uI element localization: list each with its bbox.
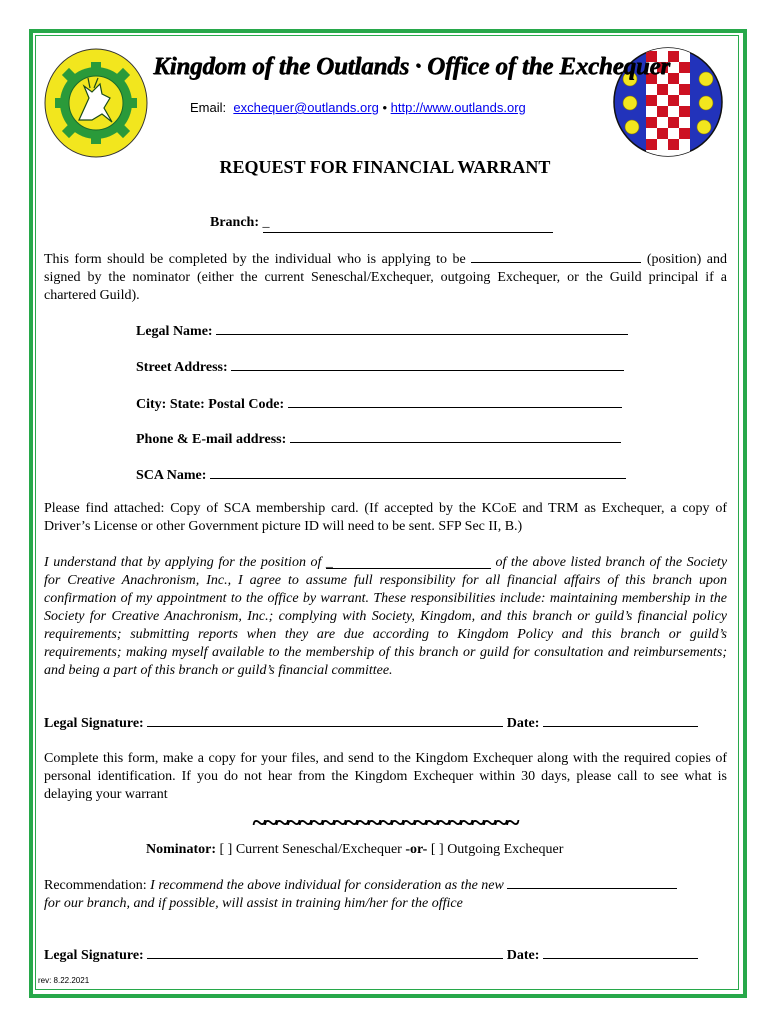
city-state-row xyxy=(136,395,622,413)
understanding-before: I understand that by applying for the position of xyxy=(44,555,322,570)
email-link[interactable]: exchequer@outlands.org xyxy=(233,100,379,115)
signature-field-2[interactable] xyxy=(147,946,503,959)
page-title: Kingdom of the Outlands · Office of the Exchequer xyxy=(153,53,670,80)
separator-dot: • xyxy=(382,100,388,115)
date-label-2: Date: xyxy=(506,948,540,963)
street-address-row xyxy=(136,358,624,376)
position-applied-field[interactable] xyxy=(326,554,491,569)
signature-label-2: Legal Signature: xyxy=(44,948,144,963)
revision-note: rev: 8.22.2021 xyxy=(38,976,90,985)
date-field-2[interactable] xyxy=(543,946,698,959)
legal-name-row xyxy=(136,322,628,340)
branch-label: Branch: xyxy=(210,215,259,230)
email-label: Email: xyxy=(190,100,227,115)
signature-field-1[interactable] xyxy=(147,714,503,727)
branch-value: _ xyxy=(262,215,270,230)
street-address-field[interactable] xyxy=(231,358,624,371)
recommendation-text: I recommend the above individual for consideration as the new xyxy=(150,878,504,893)
position-applied-value: _ xyxy=(325,555,333,570)
city-state-label: City: State: Postal Code: xyxy=(136,397,285,412)
recommendation-paragraph xyxy=(44,876,727,913)
city-state-field[interactable] xyxy=(288,395,622,408)
complete-paragraph: Complete this form, make a copy for your files, and send to the Kingdom Exchequer along with the required copies of personal identification. If you do not hear from the Kingdom Exchequer within 30 days, please call to see what is delaying your warrant xyxy=(44,751,727,802)
intro-position-label: (position) xyxy=(646,252,702,267)
intro-paragraph xyxy=(44,250,727,305)
branch-row xyxy=(210,213,553,233)
legal-name-field[interactable] xyxy=(216,322,628,335)
street-address-label: Street Address: xyxy=(136,360,228,375)
understanding-paragraph xyxy=(44,554,727,680)
date-field-1[interactable] xyxy=(543,714,698,727)
sca-name-field[interactable] xyxy=(210,466,626,479)
signature-row-2 xyxy=(44,946,698,965)
form-title: REQUEST FOR FINANCIAL WARRANT xyxy=(219,157,551,177)
sca-name-label: SCA Name: xyxy=(136,468,207,483)
new-position-field[interactable] xyxy=(507,876,677,889)
attachment-paragraph: Please find attached: Copy of SCA membership card. (If accepted by the KCoE and TRM as Exchequer, a copy of Driver’s License or other Government picture ID will need to be sent. SFP Sec II, B.) xyxy=(44,501,727,534)
phone-email-field[interactable] xyxy=(290,430,621,443)
intro-text-after: and signed by the nominator (either the current Seneschal/Exchequer, outgoing Exchequer, or the Guild principal if a chartered Guild). xyxy=(44,252,728,303)
recommendation-text-2: for our branch, and if possible, will assist in training him/her for the office xyxy=(44,896,463,911)
or-label: -or- xyxy=(405,842,428,857)
position-field[interactable] xyxy=(471,250,641,263)
outgoing-exchequer-label: Outgoing Exchequer xyxy=(447,842,564,857)
branch-field[interactable] xyxy=(263,213,553,233)
wave-divider: ~~~~~~~~~~~~~~~~~~~~~~~ xyxy=(252,808,518,837)
understanding-after: of the above listed branch of the Society for Creative Anachronism, Inc., I agree to assume full responsibility for all financial affairs of this branch upon confirmation of my appointment to the office by warrant. These responsibilities include: maintaining membership in the Society for Creative Anachronism, Inc.; complying with Society, Kingdom, and this branch or guild’s financial policy requirements; submitting reports when they are due according to Kingdom Policy and this branch or guild’s requirements; making myself available to the membership of this branch or guild for consultation and reimbursements; and being a part of this branch or guild’s financial committee. xyxy=(44,555,728,678)
sca-name-row xyxy=(136,466,626,484)
signature-label-1: Legal Signature: xyxy=(44,716,144,731)
nominator-row xyxy=(146,840,563,859)
contact-line xyxy=(190,100,526,115)
recommendation-label: Recommendation: xyxy=(44,878,147,893)
phone-email-row xyxy=(136,430,621,448)
date-label-1: Date: xyxy=(506,716,540,731)
website-link[interactable]: http://www.outlands.org xyxy=(390,100,526,115)
outgoing-exchequer-checkbox[interactable]: [ ] xyxy=(430,842,444,857)
legal-name-label: Legal Name: xyxy=(136,324,213,339)
intro-text-before: This form should be completed by the individual who is applying to be xyxy=(44,252,466,267)
phone-email-label: Phone & E-mail address: xyxy=(136,432,287,447)
signature-row-1 xyxy=(44,714,698,733)
current-seneschal-checkbox[interactable]: [ ] xyxy=(219,842,233,857)
nominator-label: Nominator: xyxy=(146,842,216,857)
current-seneschal-label: Current Seneschal/Exchequer xyxy=(235,842,402,857)
kingdom-seal-icon xyxy=(44,48,148,158)
